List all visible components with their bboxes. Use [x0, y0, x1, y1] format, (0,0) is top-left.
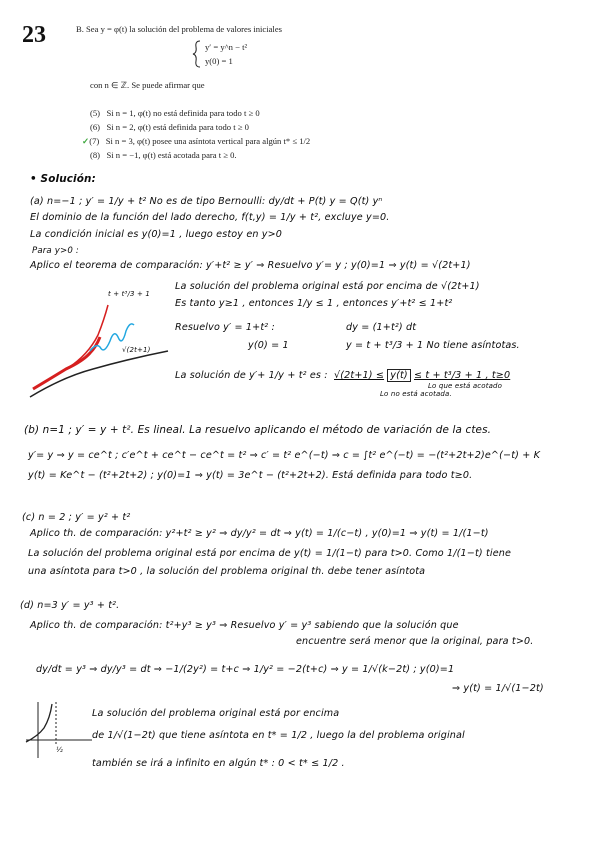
- part-c-line2: Aplico th. de comparación: y²+t² ≥ y² ⇒ dy/y² = dt ⇒ y(t) = 1/(c−t) , y(0)=1 ⇒ y(t) = 1/(1−t): [30, 528, 489, 539]
- option-number: (7): [89, 136, 100, 146]
- option-text: Si n = 2, φ(t) está definida para todo t ≥ 0: [106, 122, 249, 132]
- solution-heading: • Solución:: [30, 173, 96, 185]
- upper-bound-curve: [68, 305, 108, 368]
- part-d-line4: dy/dt = y³ ⇒ dy/y³ = dt ⇒ −1/(2y²) = t+c ⇒ 1/y² = −2(t+c) ⇒ y = 1/√(k−2t) ; y(0)=1: [36, 664, 455, 675]
- problem-intro: B. Sea y = φ(t) la solución del problema de valores iniciales: [76, 24, 282, 34]
- problem-number: 23: [22, 22, 46, 48]
- option-number: (8): [90, 150, 101, 160]
- graph-d-x-label: ½: [56, 746, 63, 754]
- part-a-line8b: dy = (1+t²) dt: [346, 322, 417, 333]
- part-a-line9b: y = t + t³/3 + 1 No tiene asíntotas.: [346, 340, 520, 351]
- part-d-line6: La solución del problema original está por encima: [92, 708, 340, 719]
- option-text: Si n = 3, φ(t) posee una asíntota vertical para algún t* ≤ 1/2: [105, 136, 311, 146]
- graph-a-curve-label: √(2t+1): [122, 346, 151, 354]
- part-d-line1: (d) n=3 y′ = y³ + t².: [20, 600, 120, 611]
- system-brace: [192, 40, 202, 68]
- part-a-line3: La condición inicial es y(0)=1 , luego estoy en y>0: [30, 229, 283, 240]
- part-b-line3: y(t) = Ke^t − (t²+2t+2) ; y(0)=1 ⇒ y(t) = 3e^t − (t²+2t+2). Está definida para todo t≥0.: [28, 470, 473, 481]
- problem-condition: con n ∈ ℤ. Se puede afirmar que: [90, 80, 205, 90]
- blowup-curve: [26, 704, 52, 742]
- part-a-line2: El dominio de la función del lado derecho, f(t,y) = 1/y + t², excluye y=0.: [30, 212, 390, 223]
- lower-bound-curve: [30, 351, 168, 397]
- annotation-bounded: Lo que está acotado: [428, 382, 503, 390]
- part-c-line3: La solución del problema original está por encima de y(t) = 1/(1−t) para t>0. Como 1/(1−t) tiene: [28, 548, 512, 559]
- part-d-line5: ⇒ y(t) = 1/√(1−2t): [452, 683, 544, 694]
- option-number: (6): [90, 122, 101, 132]
- system-equation: y′ = y^n − t²: [205, 42, 248, 52]
- part-a-line4: Para y>0 :: [32, 246, 79, 256]
- option-number: (5): [90, 108, 101, 118]
- part-a-line7: Es tanto y≥1 , entonces 1/y ≤ 1 , entonces y′+t² ≤ 1+t²: [175, 298, 453, 309]
- option-6: [90, 122, 249, 132]
- graph-a-upper-label: t + t³/3 + 1: [108, 290, 150, 298]
- part-c-line1: (c) n = 2 ; y′ = y² + t²: [22, 512, 131, 523]
- part-b-line2: y′= y ⇒ y = ce^t ; c′e^t + ce^t − ce^t = t² ⇒ c′ = t² e^(−t) ⇒ c = ∫t² e^(−t) = −(t²+2t+2)e^(−t) + K: [28, 450, 541, 461]
- part-d-line3: encuentre será menor que la original, para t>0.: [296, 636, 534, 647]
- part-a-line9a: y(0) = 1: [248, 340, 289, 351]
- part-d-line2: Aplico th. de comparación: t²+y³ ≥ y³ ⇒ Resuelvo y′ = y³ sabiendo que la solución que: [30, 620, 459, 631]
- solution-curve: [33, 337, 100, 389]
- option-8: [90, 150, 237, 160]
- option-text: Si n = 1, φ(t) no está definida para todo t ≥ 0: [106, 108, 260, 118]
- upper-bound: ≤ t + t³/3 + 1 , t≥0: [414, 370, 511, 381]
- check-icon: ✓: [82, 136, 90, 146]
- part-a-line8a: Resuelvo y′ = 1+t² :: [175, 322, 275, 333]
- part-c-line4: una asíntota para t>0 , la solución del problema original th. debe tener asíntota: [28, 566, 426, 577]
- part-a-line5: Aplico el teorema de comparación: y′+t² ≥ y′ ⇒ Resuelvo y′= y ; y(0)=1 ⇒ y(t) = √(2t+1): [30, 260, 471, 271]
- option-text: Si n = −1, φ(t) está acotada para t ≥ 0.: [106, 150, 237, 160]
- option-7: [82, 136, 310, 147]
- annotation-unbounded: Lo no está acotada.: [380, 390, 452, 398]
- part-a-line10-text: La solución de y′+ 1/y + t² es :: [175, 370, 328, 381]
- option-5: [90, 108, 260, 118]
- boxed-solution: y(t): [387, 369, 411, 382]
- lower-bound: √(2t+1) ≤: [334, 370, 385, 381]
- part-d-line7: de 1/√(1−2t) que tiene asíntota en t* = 1/2 , luego la del problema original: [92, 730, 465, 741]
- comparison-graph-a: [28, 285, 178, 405]
- part-a-line10: [175, 370, 510, 381]
- part-b-line1: (b) n=1 ; y′ = y + t². Es lineal. La resuelvo aplicando el método de variación de la ctes.: [24, 424, 492, 436]
- part-d-line8: también se irá a infinito en algún t* : 0 < t* ≤ 1/2 .: [92, 758, 345, 769]
- part-a-line1: (a) n=−1 ; y′ = 1/y + t² No es de tipo Bernoulli: dy/dt + P(t) y = Q(t) yⁿ: [30, 196, 383, 207]
- system-initial-condition: y(0) = 1: [205, 56, 233, 66]
- part-a-line6: La solución del problema original está por encima de √(2t+1): [175, 281, 480, 292]
